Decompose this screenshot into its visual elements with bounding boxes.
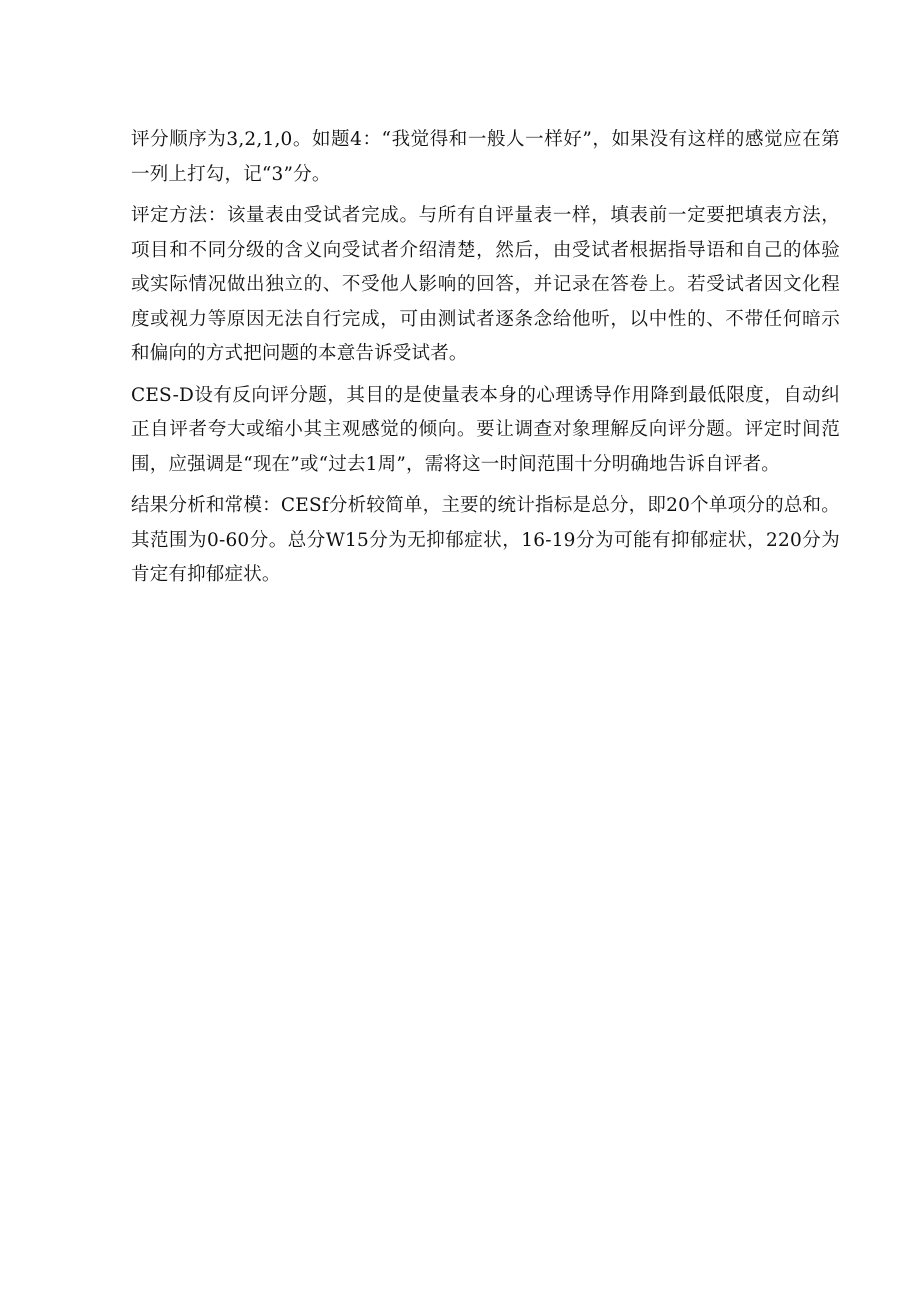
paragraph-scoring-order: 评分顺序为3,2,1,0。如题4：“我觉得和一般人一样好”，如果没有这样的感觉应在第一列上打勾，记“3”分。 <box>131 129 840 185</box>
paragraph-result-analysis: 结果分析和常模：CESf分析较简单，主要的统计指标是总分，即20个单项分的总和。其范围为0-60分。总分W15分为无抑郁症状，16-19分为可能有抑郁症状，220分为肯定有抑郁症状。 <box>131 495 840 585</box>
paragraph-reverse-scoring: CES-D设有反向评分题，其目的是使量表本身的心理诱导作用降到最低限度，自动纠正自评者夸大或缩小其主观感觉的倾向。要让调查对象理解反向评分题。评定时间范围，应强调是“现在”或“过去1周”，需将这一时间范围十分明确地告诉自评者。 <box>131 384 840 475</box>
paragraph-assessment-method: 评定方法：该量表由受试者完成。与所有自评量表一样，填表前一定要把填表方法，项目和不同分级的含义向受试者介绍清楚，然后，由受试者根据指导语和自己的体验或实际情况做出独立的、不受他人影响的回答，并记录在答卷上。若受试者因文化程度或视力等原因无法自行完成，可由测试者逐条念给他听，以中性的、不带任何暗示和偏向的方式把问题的本意告诉受试者。 <box>131 205 840 364</box>
document-body <box>131 123 840 600</box>
